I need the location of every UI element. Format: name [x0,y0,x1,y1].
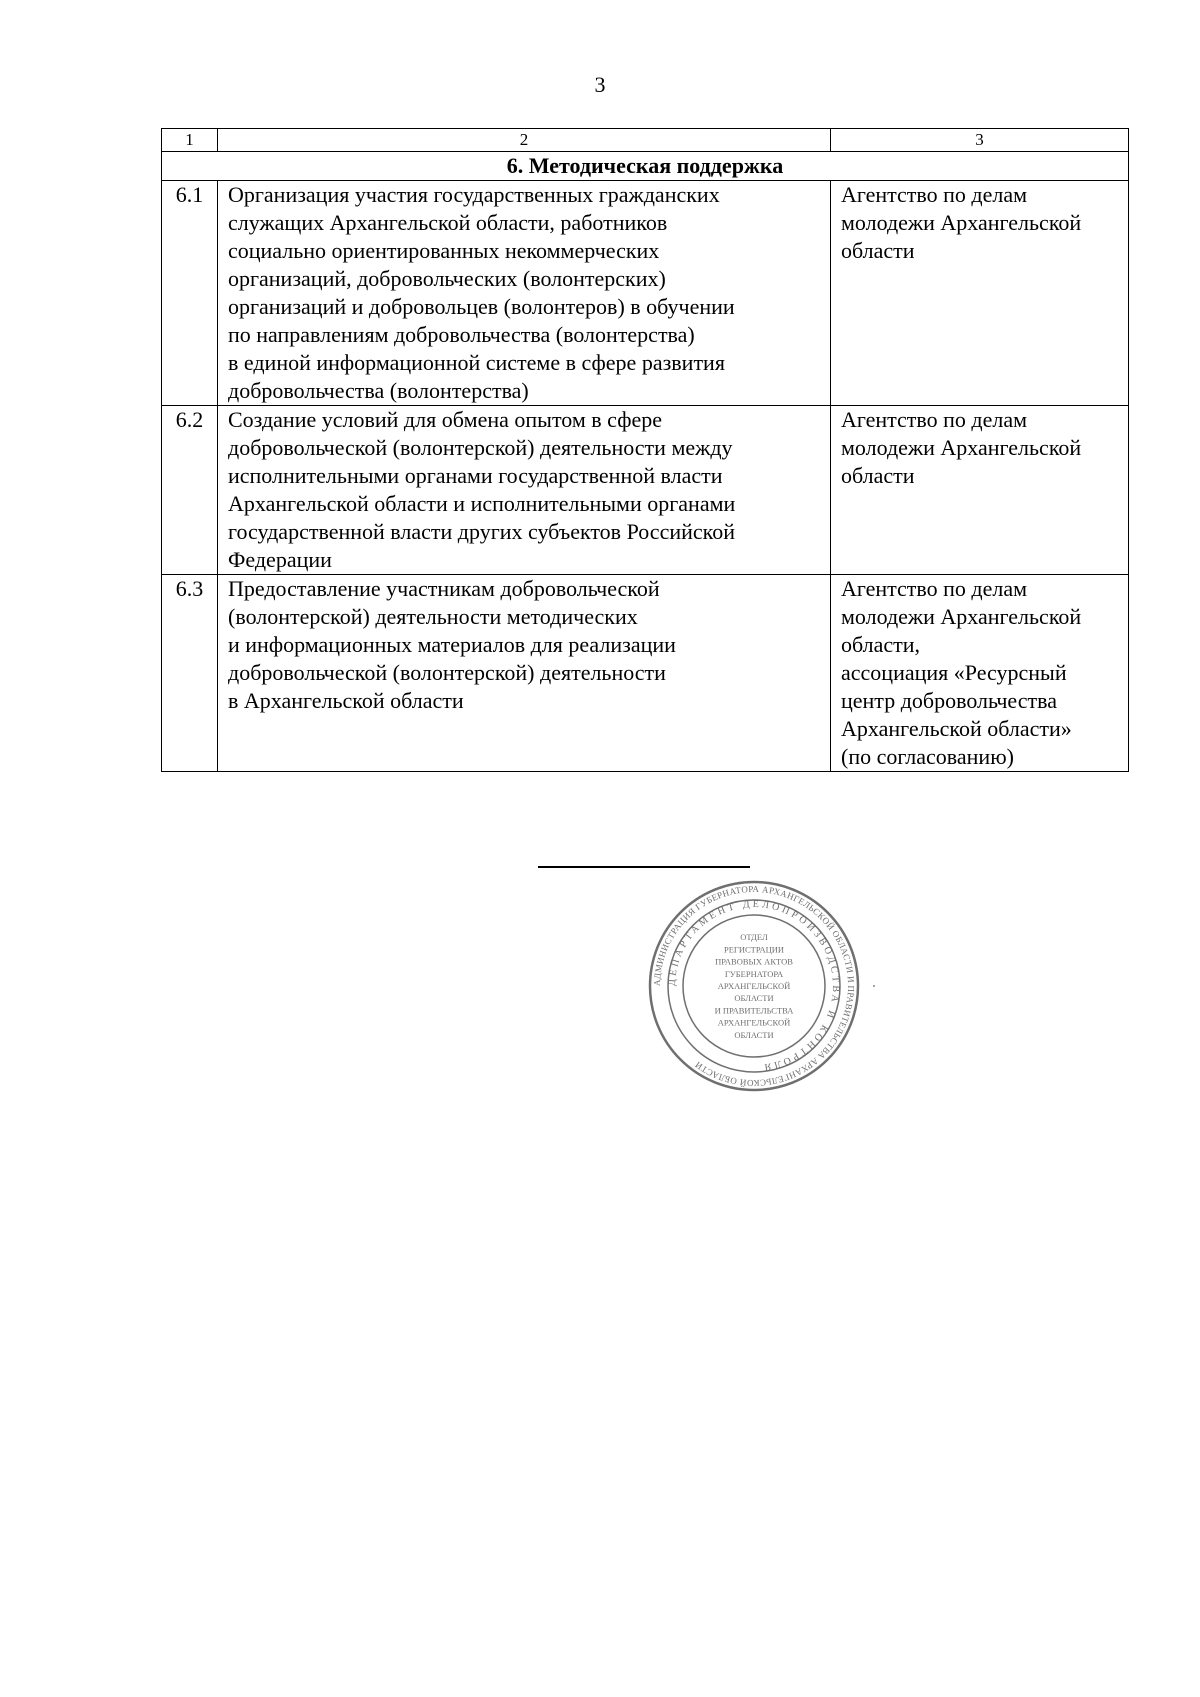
signature-line [538,866,750,868]
seal-center-line: И ПРАВИТЕЛЬСТВА [714,1005,794,1016]
table-row [162,181,1129,406]
section-row [162,152,1129,181]
row-number: 6.2 [162,406,218,575]
activity-cell: Организация участия государственных гражданских служащих Архангельской области, работников социально ориентированных некоммерческих организаций, добровольческих (волонтерских) организаций и добровольцев (волонтеров) в обучении по направлениям добровольчества (волонтерства) в единой информационной системе в сфере развития добровольчества (волонтерства) [218,181,831,406]
seal-center-line: РЕГИСТРАЦИИ [723,944,785,955]
responsible-cell: Агентство по делам молодежи Архангельской области, ассоциация «Ресурсный центр добровольчества Архангельской области» (по согласованию) [831,575,1129,772]
seal-outer-text: АДМИНИСТРАЦИЯ ГУБЕРНАТОРА АРХАНГЕЛЬСКОЙ ОБЛАСТИ И ПРАВИТЕЛЬСТВА АРХАНГЕЛЬСКОЙ ОБЛАСТИ [651,883,857,1089]
activity-cell: Предоставление участникам добровольческой (волонтерской) деятельности методических и информационных материалов для реализации добровольческой (волонтерской) деятельности в Архангельской области [218,575,831,772]
section-title: 6. Методическая поддержка [162,152,1129,181]
responsible-cell: Агентство по делам молодежи Архангельской области [831,181,1129,406]
seal-center-line: АРХАНГЕЛЬСКОЙ [717,981,791,991]
activities-table [161,128,1129,772]
activity-cell: Создание условий для обмена опытом в сфере добровольческой (волонтерской) деятельности между исполнительными органами государственной власти Архангельской области и исполнительными органами государственной власти других субъектов Российской Федерации [218,406,831,575]
column-header-1: 1 [162,129,218,152]
row-number: 6.1 [162,181,218,406]
responsible-cell: Агентство по делам молодежи Архангельской области [831,406,1129,575]
seal-center-line: ОБЛАСТИ [734,993,774,1004]
seal-center-line: ГУБЕРНАТОРА [724,968,784,979]
official-seal [646,878,862,1094]
seal-center-line: ПРАВОВЫХ АКТОВ [715,956,793,967]
page-number: 3 [594,72,606,97]
seal-center-line: АРХАНГЕЛЬСКОЙ [717,1017,791,1028]
seal-inner-text: ДЕПАРТАМЕНТ ДЕЛОПРОИЗВОДСТВА И КОНТРОЛЯ [666,898,842,1073]
scan-speck [873,985,875,987]
seal-center-line: ОТДЕЛ [740,932,768,943]
column-header-3: 3 [831,129,1129,152]
table-row [162,575,1129,772]
column-header-2: 2 [218,129,831,152]
seal-center-line: ОБЛАСТИ [734,1029,774,1040]
column-number-row [162,129,1129,152]
table-row [162,406,1129,575]
row-number: 6.3 [162,575,218,772]
